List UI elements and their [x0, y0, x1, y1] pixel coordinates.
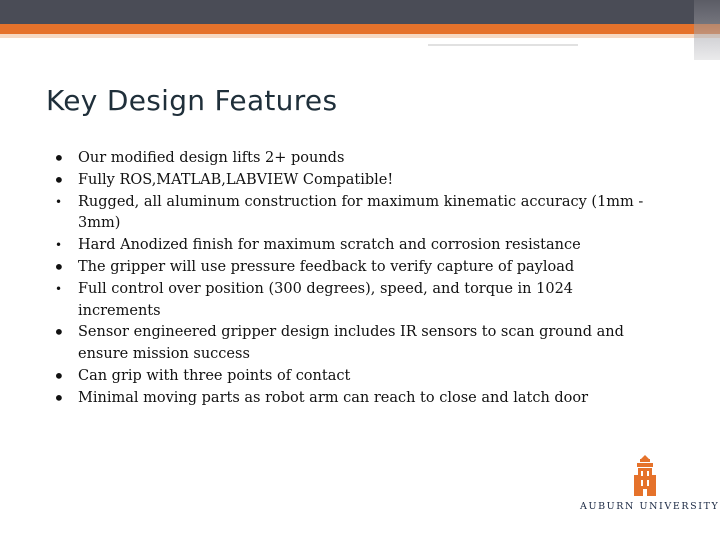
- bullet-icon: •: [53, 254, 65, 279]
- bullet-item: [50, 192, 650, 236]
- bullet-text: Minimal moving parts as robot arm can reach to close and latch door: [78, 389, 589, 406]
- bullet-item: [50, 279, 650, 323]
- bullet-list: [50, 148, 650, 410]
- university-logo: [580, 455, 720, 517]
- bullet-item: [50, 254, 650, 279]
- bullet-text: Hard Anodized finish for maximum scratch and corrosion resistance: [78, 237, 581, 254]
- corner-shade: [694, 0, 720, 60]
- bullet-item: [50, 167, 650, 192]
- header-bar: [0, 0, 720, 24]
- divider-line: [428, 44, 578, 46]
- bullet-item: [50, 148, 650, 170]
- bullet-icon: •: [53, 320, 65, 345]
- bullet-item: [50, 363, 650, 388]
- bullet-item: [50, 322, 650, 366]
- bullet-icon: •: [55, 238, 63, 253]
- bullet-icon: •: [53, 363, 65, 388]
- bullet-item: [50, 235, 650, 257]
- bullet-icon: •: [53, 146, 65, 170]
- bullet-icon: •: [53, 385, 65, 410]
- slide-title: Key Design Features: [46, 84, 338, 117]
- bullet-icon: •: [53, 167, 65, 192]
- accent-bar: [0, 24, 720, 34]
- accent-bar-light: [0, 34, 720, 38]
- bullet-text: Full control over position (300 degrees), speed, and torque in 1024 increments: [78, 280, 574, 319]
- tower-icon: [580, 455, 710, 499]
- bullet-text: Fully ROS,MATLAB,LABVIEW Compatible!: [78, 171, 394, 188]
- bullet-icon: •: [55, 281, 63, 296]
- logo-text: AUBURN UNIVERSITY: [580, 501, 720, 512]
- bullet-text: Can grip with three points of contact: [78, 367, 351, 384]
- bullet-text: The gripper will use pressure feedback to verify capture of payload: [78, 258, 575, 275]
- bullet-item: [50, 385, 650, 410]
- bullet-text: Sensor engineered gripper design includes IR sensors to scan ground and ensure mission success: [78, 324, 624, 363]
- bullet-text: Our modified design lifts 2+ pounds: [78, 150, 345, 166]
- bullet-text: Rugged, all aluminum construction for maximum kinematic accuracy (1mm - 3mm): [78, 193, 644, 232]
- bullet-icon: •: [55, 194, 63, 209]
